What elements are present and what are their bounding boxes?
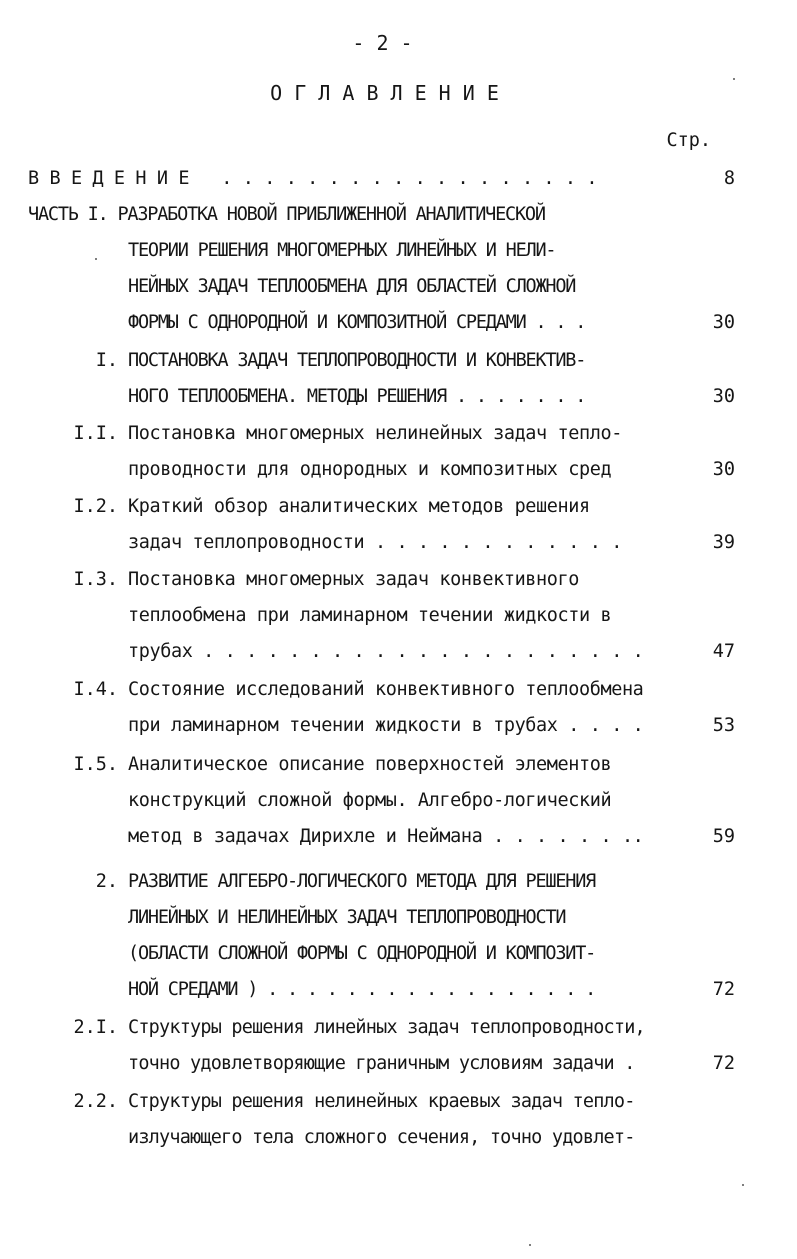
toc-page-number: 8: [723, 168, 735, 189]
toc-line: ЧАСТЬ I. РАЗРАБОТКА НОВОЙ ПРИБЛИЖЕННОЙ АНАЛИТИЧЕСКОЙ: [28, 204, 545, 225]
toc-line: РАЗВИТИЕ АЛГЕБРО-ЛОГИЧЕСКОГО МЕТОДА ДЛЯ РЕШЕНИЯ: [128, 871, 596, 892]
page-title: О Г Л А В Л Е Н И Е: [270, 81, 499, 105]
toc-line: НЕЙНЫХ ЗАДАЧ ТЕПЛООБМЕНА ДЛЯ ОБЛАСТЕЙ СЛОЖНОЙ: [128, 276, 576, 297]
toc-page-number: 30: [712, 459, 735, 480]
toc-line: ФОРМЫ С ОДНОРОДНОЙ И КОМПОЗИТНОЙ СРЕДАМИ . . .: [128, 312, 586, 333]
toc-line: Структуры решения нелинейных краевых задач тепло-: [128, 1091, 635, 1112]
scan-speck: [529, 1244, 531, 1246]
toc-section-number: I.3.: [73, 569, 118, 590]
toc-line: Аналитическое описание поверхностей элементов: [128, 754, 612, 775]
toc-page-number: 72: [712, 1053, 735, 1074]
toc-section-number: I.2.: [73, 496, 118, 517]
page-column-label: Стр.: [666, 130, 711, 151]
toc-line: (ОБЛАСТИ СЛОЖНОЙ ФОРМЫ С ОДНОРОДНОЙ И КОМПОЗИТ-: [128, 943, 596, 964]
toc-section-number: I.5.: [73, 754, 118, 775]
scan-speck: [733, 78, 735, 80]
toc-line: метод в задачах Дирихле и Неймана . . . . . . ..: [128, 826, 644, 847]
toc-line: Структуры решения линейных задач теплопроводности,: [128, 1017, 645, 1038]
toc-line: НОЙ СРЕДАМИ ) . . . . . . . . . . . . . . . . .: [128, 979, 596, 1000]
toc-line: ПОСТАНОВКА ЗАДАЧ ТЕПЛОПРОВОДНОСТИ И КОНВЕКТИВ-: [128, 350, 586, 371]
toc-section-number: 2.I.: [73, 1017, 118, 1038]
toc-line: Краткий обзор аналитических методов решения: [128, 496, 590, 517]
toc-line: излучающего тела сложного сечения, точно удовлет-: [128, 1127, 635, 1148]
toc-page-number: 53: [712, 715, 735, 736]
toc-section-number: I.: [95, 350, 118, 371]
toc-line: Постановка многомерных задач конвективного: [128, 569, 579, 590]
toc-page-number: 59: [712, 826, 735, 847]
toc-section-number: 2.: [95, 871, 118, 892]
toc-line: Постановка многомерных нелинейных задач тепло-: [128, 423, 622, 444]
toc-line: задач теплопроводности . . . . . . . . . . . .: [128, 532, 622, 553]
toc-line: ТЕОРИИ РЕШЕНИЯ МНОГОМЕРНЫХ ЛИНЕЙНЫХ И НЕЛИ-: [128, 240, 556, 261]
toc-page-number: 39: [712, 532, 735, 553]
toc-line: конструкций сложной формы. Алгебро-логический: [128, 790, 612, 811]
toc-line: точно удовлетворяющие граничным условиям задачи .: [128, 1053, 635, 1074]
toc-page-number: 47: [712, 641, 735, 662]
page-number: - 2 -: [352, 31, 413, 55]
scan-speck: [95, 258, 97, 260]
scan-speck: [742, 1184, 744, 1186]
toc-line: трубах . . . . . . . . . . . . . . . . . . . . .: [128, 641, 644, 662]
toc-line: при ламинарном течении жидкости в трубах . . . .: [128, 715, 644, 736]
toc-section-number: I.4.: [73, 679, 118, 700]
toc-page-number: 72: [712, 979, 735, 1000]
toc-page-number: 30: [712, 312, 735, 333]
toc-line: Состояние исследований конвективного теплообмена: [128, 679, 644, 700]
toc-section-number: 2.2.: [73, 1091, 118, 1112]
toc-line: ЛИНЕЙНЫХ И НЕЛИНЕЙНЫХ ЗАДАЧ ТЕПЛОПРОВОДНОСТИ: [128, 907, 566, 928]
toc-line: В В Е Д Е Н И Е . . . . . . . . . . . . . . . . . .: [28, 168, 598, 189]
toc-page-number: 30: [712, 386, 735, 407]
toc-line: проводности для однородных и композитных сред: [128, 459, 612, 480]
toc-section-number: I.I.: [73, 423, 118, 444]
toc-line: теплообмена при ламинарном течении жидкости в: [128, 605, 612, 626]
toc-line: НОГО ТЕПЛООБМЕНА. МЕТОДЫ РЕШЕНИЯ . . . . . . .: [128, 386, 586, 407]
